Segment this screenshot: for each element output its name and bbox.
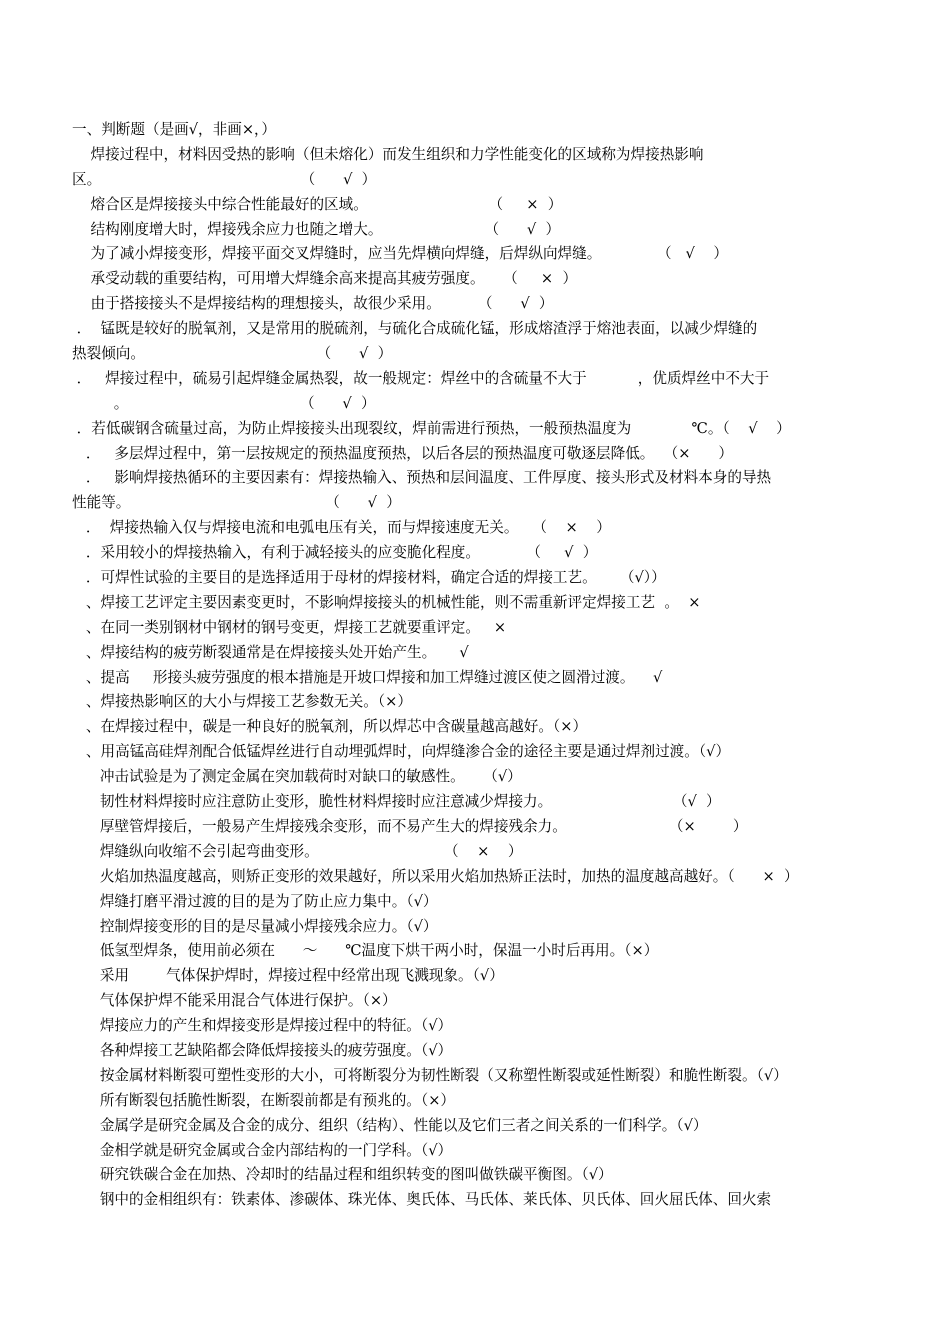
question-line: 性能等。 （ √ ） xyxy=(72,494,401,512)
question-line: 焊缝纵向收缩不会引起弯曲变形。 （ × ） xyxy=(72,842,523,860)
question-line: 研究铁碳合金在加热、冷却时的结晶过程和组织转变的图叫做铁碳平衡图。（√） xyxy=(72,1166,613,1184)
question-item xyxy=(72,591,862,616)
question-item xyxy=(72,566,862,591)
question-item xyxy=(72,292,862,317)
document-page xyxy=(72,118,862,1213)
question-line: 区。 （ √ ） xyxy=(72,170,377,188)
question-line: ． 多层焊过程中，第一层按规定的预热温度预热，以后各层的预热温度可敬逐层降低。 （× ） xyxy=(72,444,733,462)
question-line: 采用 气体保护焊时，焊接过程中经常出现飞溅现象。（√） xyxy=(72,967,504,985)
question-item xyxy=(72,143,862,193)
question-item xyxy=(72,367,862,417)
question-item xyxy=(72,193,862,218)
question-line: ．可焊性试验的主要目的是选择适用于母材的焊接材料，确定合适的焊接工艺。 （√）） xyxy=(72,569,666,587)
question-item xyxy=(72,964,862,989)
question-item xyxy=(72,516,862,541)
question-item xyxy=(72,1188,862,1213)
question-line: 、用高锰高硅焊剂配合低锰焊丝进行自动埋弧焊时，向焊缝渗合金的途径主要是通过焊剂过渡。（√） xyxy=(72,743,731,761)
question-line: 热裂倾向。 （ √ ） xyxy=(72,345,393,363)
question-line: 、在焊接过程中，碳是一种良好的脱氧剂，所以焊芯中含碳量越高越好。（×） xyxy=(72,718,588,736)
question-item xyxy=(72,1114,862,1139)
question-line: 各种焊接工艺缺陷都会降低焊接接头的疲劳强度。（√） xyxy=(72,1041,453,1059)
question-line: 韧性材料焊接时应注意防止变形，脆性材料焊接时应注意减少焊接力。 （√ ） xyxy=(72,793,721,811)
question-item xyxy=(72,915,862,940)
question-item xyxy=(72,242,862,267)
question-item xyxy=(72,442,862,467)
question-line: 厚壁管焊接后，一般易产生焊接残余变形，而不易产生大的焊接残余力。 （× ） xyxy=(72,817,748,835)
question-line: 承受动载的重要结构，可用增大焊缝余高来提高其疲劳强度。 （ × ） xyxy=(72,270,578,288)
question-line: 、提高 形接头疲劳强度的根本措施是开坡口焊接和加工焊缝过渡区使之圆滑过渡。 √ xyxy=(72,668,663,686)
question-item xyxy=(72,989,862,1014)
question-line: ．若低碳钢含硫量过高，为防止焊接接头出现裂纹，焊前需进行预热，一般预热温度为 ℃。（ √ ） xyxy=(72,419,791,437)
question-line: 由于搭接接头不是焊接结构的理想接头，故很少采用。 （ √ ） xyxy=(72,295,554,313)
question-item xyxy=(72,1163,862,1188)
question-item xyxy=(72,765,862,790)
question-line: ． 影响焊接热循环的主要因素有：焊接热输入、预热和层间温度、工件厚度、接头形式及材料本身的导热 xyxy=(72,469,772,487)
question-item xyxy=(72,1039,862,1064)
question-line: 所有断裂包括脆性断裂，在断裂前都是有预兆的。（×） xyxy=(72,1091,456,1109)
question-line: 为了减小焊接变形，焊接平面交叉焊缝时，应当先焊横向焊缝，后焊纵向焊缝。 （ √ ） xyxy=(72,245,728,263)
question-item xyxy=(72,890,862,915)
question-line: 低氢型焊条，使用前必须在 ～ ℃温度下烘干两小时，保温一小时后再用。（×） xyxy=(72,942,659,960)
question-line: 熔合区是焊接接头中综合性能最好的区域。 （ × ） xyxy=(72,195,563,213)
question-item xyxy=(72,790,862,815)
question-line: 、焊接工艺评定主要因素变更时，不影响焊接接头的机械性能，则不需重新评定焊接工艺 。 × xyxy=(72,593,701,611)
question-line: ． 焊接过程中，硫易引起焊缝金属热裂，故一般规定：焊丝中的含硫量不大于 ，优质焊丝中不大于 xyxy=(72,369,770,387)
question-line: 、在同一类别钢材中钢材的钢号变更，焊接工艺就要重评定。 × xyxy=(72,618,507,636)
question-item xyxy=(72,466,862,516)
question-line: 气体保护焊不能采用混合气体进行保护。（×） xyxy=(72,992,397,1010)
question-line: 钢中的金相组织有：铁素体、渗碳体、珠光体、奥氏体、马氏体、莱氏体、贝氏体、回火屈氏体、回火索 xyxy=(72,1191,772,1209)
question-line: 、焊接结构的疲劳断裂通常是在焊接接头处开始产生。 √ xyxy=(72,643,469,661)
question-item xyxy=(72,218,862,243)
question-item xyxy=(72,1139,862,1164)
question-item xyxy=(72,616,862,641)
question-item xyxy=(72,1014,862,1039)
question-line: 金相学就是研究金属或合金内部结构的一门学科。（√） xyxy=(72,1141,453,1159)
question-item xyxy=(72,317,862,367)
question-item xyxy=(72,740,862,765)
question-line: 控制焊接变形的目的是尽量减小焊接残余应力。（√） xyxy=(72,917,438,935)
question-item xyxy=(72,815,862,840)
question-line: 结构刚度增大时，焊接残余应力也随之增大。 （ √ ） xyxy=(72,220,561,238)
question-item xyxy=(72,541,862,566)
question-line: 金属学是研究金属及合金的成分、组织（结构）、性能以及它们三者之间关系的一们科学。（√） xyxy=(72,1116,708,1134)
question-item xyxy=(72,641,862,666)
question-line: 火焰加热温度越高，则矫正变形的效果越好，所以采用火焰加热矫正法时，加热的温度越高越好。（ × ） xyxy=(72,867,799,885)
question-item xyxy=(72,840,862,865)
question-item xyxy=(72,267,862,292)
section-title: 一、判断题（是画√，非画×，） xyxy=(72,121,276,138)
question-item xyxy=(72,865,862,890)
question-line: 、焊接热影响区的大小与焊接工艺参数无关。（×） xyxy=(72,693,412,711)
question-item xyxy=(72,939,862,964)
question-line: 。 （ √ ） xyxy=(72,394,376,412)
question-line: 焊接应力的产生和焊接变形是焊接过程中的特征。（√） xyxy=(72,1017,453,1035)
question-item xyxy=(72,690,862,715)
question-list xyxy=(72,143,862,1213)
question-line: ． 焊接热输入仅与焊接电流和电弧电压有关，而与焊接速度无关。 （ × ） xyxy=(72,519,611,537)
question-line: 焊接过程中，材料因受热的影响（但未熔化）而发生组织和力学性能变化的区域称为焊接热影响 xyxy=(72,145,704,163)
question-item xyxy=(72,715,862,740)
question-item xyxy=(72,1064,862,1089)
question-line: 焊缝打磨平滑过渡的目的是为了防止应力集中。（√） xyxy=(72,892,438,910)
question-line: ． 锰既是较好的脱氧剂，又是常用的脱硫剂，与硫化合成硫化锰，形成熔渣浮于熔池表面，以减少焊缝的 xyxy=(72,320,758,338)
question-line: 冲击试验是为了测定金属在突加载荷时对缺口的敏感性。 （√） xyxy=(72,768,522,786)
question-line: 按金属材料断裂可塑性变形的大小，可将断裂分为韧性断裂（又称塑性断裂或延性断裂）和脆性断裂。（√） xyxy=(72,1066,788,1084)
question-line: ．采用较小的焊接热输入，有利于减轻接头的应变脆化程度。 （ √ ） xyxy=(72,544,598,562)
question-item xyxy=(72,666,862,691)
question-item xyxy=(72,1089,862,1114)
question-item xyxy=(72,417,862,442)
